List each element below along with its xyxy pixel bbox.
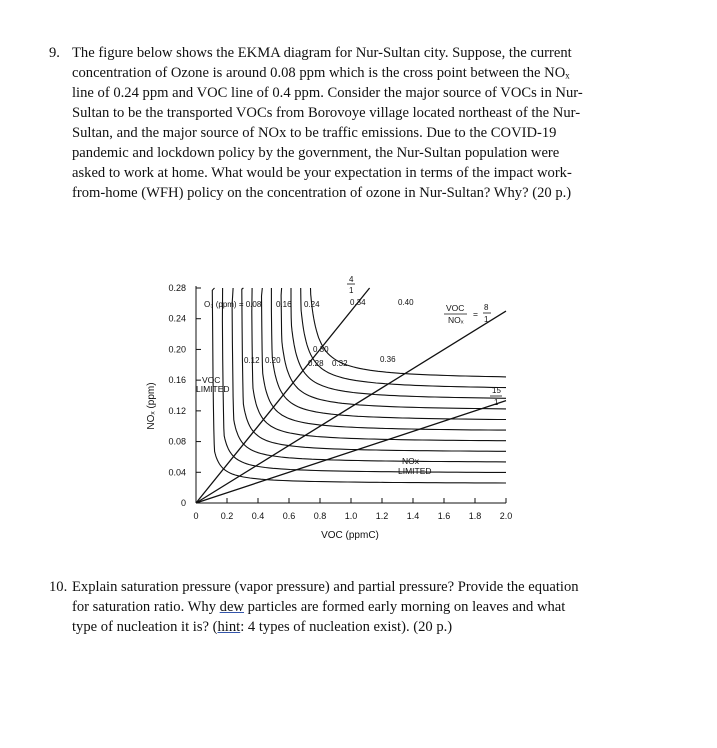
ratio-4-den: 1 <box>349 286 354 295</box>
question-line: from-home (WFH) policy on the concentration of ozone in Nur-Sultan? Why? (20 p.) <box>72 185 572 201</box>
question-line: Sultan to be the transported VOCs from Borovoye village located northeast of the Nur- <box>72 105 581 121</box>
x-tick-label: 1.2 <box>375 511 389 521</box>
question-line: pandemic and lockdown policy by the government, the Nur-Sultan population were <box>72 145 560 161</box>
x-tick-label: 1.8 <box>468 511 482 521</box>
ratio-legend-voc: VOC <box>446 303 465 313</box>
x-tick-label: 1.0 <box>344 511 358 521</box>
question-line <box>72 617 637 637</box>
ratio-8-num: 8 <box>484 303 489 312</box>
x-axis-title: VOC (ppmC) <box>321 530 379 541</box>
nox-limited-label-1: NOx <box>402 456 419 466</box>
question-line: Explain saturation pressure (vapor pressure) and partial pressure? Provide the equation <box>72 579 579 595</box>
isopleth-label: 0.40 <box>398 298 414 307</box>
question-line: Sultan, and the major source of NOx to be traffic emissions. Due to the COVID-19 <box>72 125 557 141</box>
nox-limited-label-2: LIMITED <box>398 466 432 476</box>
voc-limited-label-2: LIMITED <box>196 384 230 394</box>
y-tick-label: 0.04 <box>168 467 186 478</box>
isopleth-curve <box>252 288 506 441</box>
question-number: 10. <box>49 579 68 595</box>
isopleth-label: 0.34 <box>350 298 366 307</box>
question-text-span: particles are formed early morning on leaves and what <box>243 599 566 615</box>
x-tick-label: 1.6 <box>437 511 451 521</box>
isopleth-label: 0.16 <box>276 300 292 309</box>
x-tick-label: 0.6 <box>282 511 296 521</box>
isopleth-label: 0.12 <box>244 356 260 365</box>
ratio-8-den: 1 <box>484 315 489 324</box>
question-text <box>72 577 637 637</box>
isopleth-label: 0.24 <box>304 300 320 309</box>
question-line: line of 0.24 ppm and VOC line of 0.4 ppm. Consider the major source of VOCs in Nur- <box>72 85 583 101</box>
isopleth-label: 0.20 <box>265 356 281 365</box>
x-tick-label: 2.0 <box>499 511 513 521</box>
ratio-legend-equals: = <box>473 309 478 319</box>
question-text-span: type of nucleation it is? ( <box>72 619 218 635</box>
y-tick-label: 0.16 <box>168 375 186 386</box>
ratio-15-den: 1 <box>494 398 499 407</box>
spellcheck-word: dew <box>219 599 244 615</box>
question-text <box>72 43 637 203</box>
isopleth-label: 0.36 <box>380 355 396 364</box>
ekma-diagram <box>140 268 520 548</box>
isopleth-header: O₃ (ppm) = 0.08 <box>204 300 262 309</box>
isopleth-label: 0.32 <box>332 359 348 368</box>
voc-limited-label-1: VOC <box>202 375 221 385</box>
y-axis-title: NOₓ (ppm) <box>146 382 157 430</box>
y-tick-label: 0.20 <box>168 344 186 355</box>
y-tick-label: 0.12 <box>168 405 186 416</box>
spellcheck-word: hint <box>217 619 241 635</box>
y-tick-label: 0 <box>180 498 186 508</box>
isopleth-label: 0.30 <box>313 345 329 354</box>
x-tick-label: 1.4 <box>406 511 420 521</box>
y-tick-label: 0.28 <box>168 283 186 293</box>
ratio-15-num: 15 <box>492 386 501 395</box>
question-text-span: : 4 types of nucleation exist). (20 p.) <box>240 619 453 635</box>
ekma-chart <box>140 268 520 548</box>
question-line: concentration of Ozone is around 0.08 ppm which is the cross point between the NOₓ <box>72 65 570 81</box>
x-tick-label: 0.8 <box>313 511 327 521</box>
x-tick-label: 0.4 <box>251 511 265 521</box>
question-line <box>72 597 637 617</box>
ratio-4-num: 4 <box>349 275 354 284</box>
y-tick-label: 0.24 <box>168 313 186 324</box>
question-text-span: for saturation ratio. Why <box>72 599 220 615</box>
x-tick-label: 0 <box>193 511 199 521</box>
question-line: The figure below shows the EKMA diagram for Nur-Sultan city. Suppose, the current <box>72 45 572 61</box>
isopleth-label: 0.28 <box>308 359 324 368</box>
question-line: asked to work at home. What would be your expectation in terms of the impact work- <box>72 165 572 181</box>
question-number: 9. <box>49 45 60 61</box>
x-tick-label: 0.2 <box>220 511 234 521</box>
ratio-legend-nox: NOₓ <box>448 315 464 325</box>
y-tick-label: 0.08 <box>168 436 186 447</box>
